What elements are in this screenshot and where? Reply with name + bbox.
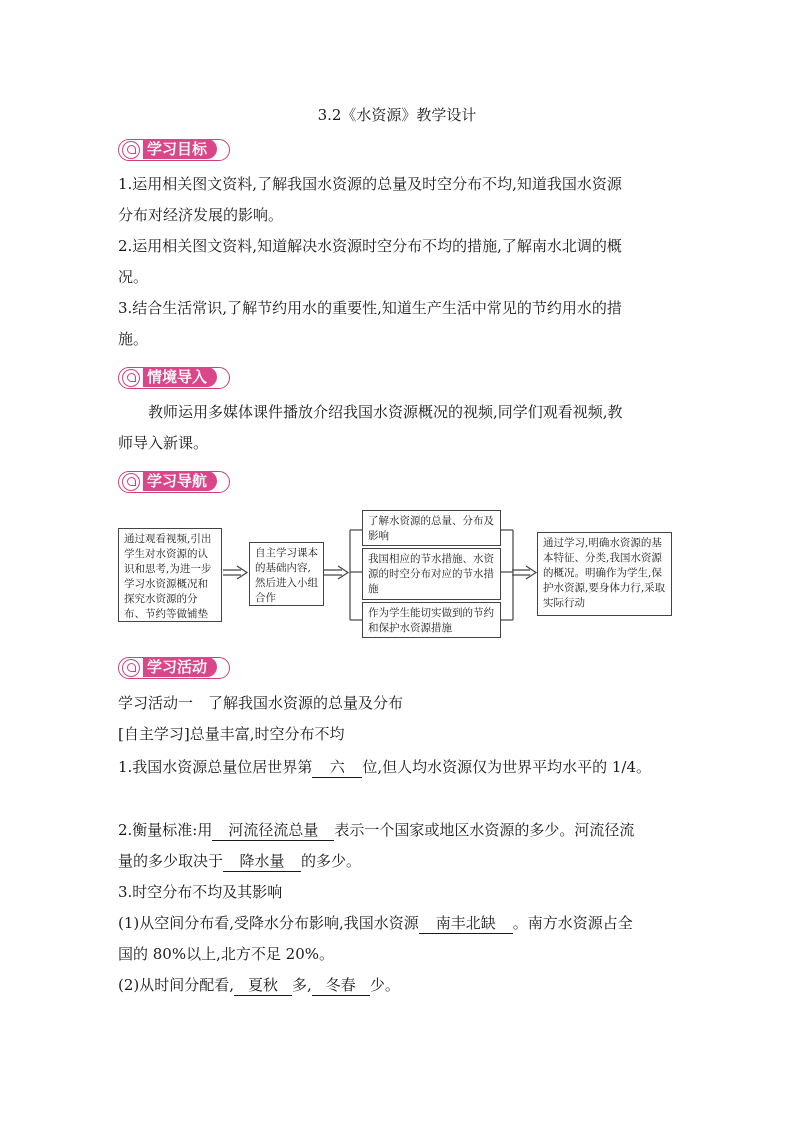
- question-text: 位,但人均水资源仅为世界平均水平的 1/4。: [362, 758, 652, 776]
- section-label: 学习目标: [143, 139, 217, 159]
- question-1: [118, 752, 651, 783]
- question-text: 。南方水资源占全: [512, 914, 633, 932]
- answer-blank: 河流径流总量: [212, 820, 334, 841]
- flow-box-selfstudy: 自主学习课本的基础内容,然后进入小组合作: [249, 542, 324, 606]
- flow-arrow: [223, 565, 249, 581]
- intro-line: 教师运用多媒体课件播放介绍我国水资源概况的视频,同学们观看视频,教: [148, 403, 623, 421]
- answer-blank: 降水量: [223, 851, 301, 872]
- question-text: 多,: [292, 976, 312, 994]
- document-title: 3.2《水资源》教学设计: [317, 106, 477, 124]
- flow-box-student: 作为学生能切实做到的节约和保护水资源措施: [362, 602, 501, 638]
- section-header-nav: [118, 471, 230, 493]
- section-header-activity: [118, 657, 230, 679]
- question-3-1-cont: 国的 80%以上,北方不足 20%。: [118, 945, 334, 963]
- question-2: [118, 815, 634, 846]
- question-2-cont: [118, 846, 361, 877]
- answer-blank: 南丰北缺: [419, 913, 513, 934]
- section-header-intro: [118, 367, 230, 389]
- goal-line: 3.结合生活常识,了解节约用水的重要性,知道生产生活中常见的节约用水的措: [118, 299, 622, 317]
- answer-blank: 夏秋: [234, 975, 292, 996]
- question-3-2: [118, 970, 400, 1001]
- flow-box-conclusion: 通过学习,明确水资源的基本特征、分类,我国水资源的概况。明确作为学生,保护水资源,要身体力行,采取实际行动: [537, 532, 672, 616]
- goal-line: 2.运用相关图文资料,知道解决水资源时空分布不均的措施,了解南水北调的概: [118, 237, 622, 255]
- question-3-1: [118, 908, 633, 939]
- flow-arrow: [324, 565, 350, 581]
- question-text: (1)从空间分布看,受降水分布影响,我国水资源: [118, 914, 419, 932]
- section-label: 学习导航: [143, 471, 217, 491]
- flow-box-measures: 我国相应的节水措施、水资源的时空分布对应的节水措施: [362, 548, 501, 600]
- question-text: (2)从时间分配看,: [118, 976, 235, 994]
- flow-box-total: 了解水资源的总量、分布及影响: [362, 510, 501, 546]
- section-header-goals: [118, 139, 230, 161]
- answer-blank: 冬春: [312, 975, 370, 996]
- goal-line: 分布对经济发展的影响。: [118, 206, 284, 224]
- section-label: 情境导入: [143, 367, 217, 387]
- flow-arrow: [512, 565, 538, 581]
- answer-blank: 六: [312, 757, 362, 778]
- book-icon: [122, 141, 140, 159]
- question-3: 3.时空分布不均及其影响: [118, 883, 283, 901]
- intro-line: 师导入新课。: [118, 434, 209, 452]
- goal-line: 施。: [118, 330, 149, 348]
- question-text: 1.我国水资源总量位居世界第: [118, 758, 313, 776]
- question-text: 的多少。: [301, 852, 362, 870]
- activity-subheading: [自主学习]总量丰富,时空分布不均: [118, 725, 345, 743]
- question-text: 2.衡量标准:用: [118, 821, 213, 839]
- flow-bracket-left: [349, 512, 363, 628]
- book-icon: [122, 659, 140, 677]
- question-text: 量的多少取决于: [118, 852, 224, 870]
- goal-line: 1.运用相关图文资料,了解我国水资源的总量及时空分布不均,知道我国水资源: [118, 175, 622, 193]
- book-icon: [122, 369, 140, 387]
- book-icon: [122, 473, 140, 491]
- goal-line: 况。: [118, 268, 149, 286]
- question-text: 表示一个国家或地区水资源的多少。河流径流: [334, 821, 635, 839]
- flow-box-video: 通过观看视频,引出学生对水资源的认识和思考,为进一步学习水资源概况和探究水资源的分布、节约等做铺垫: [118, 528, 222, 622]
- activity-heading: 学习活动一 了解我国水资源的总量及分布: [118, 694, 404, 712]
- question-text: 少。: [369, 976, 400, 994]
- section-label: 学习活动: [143, 657, 217, 677]
